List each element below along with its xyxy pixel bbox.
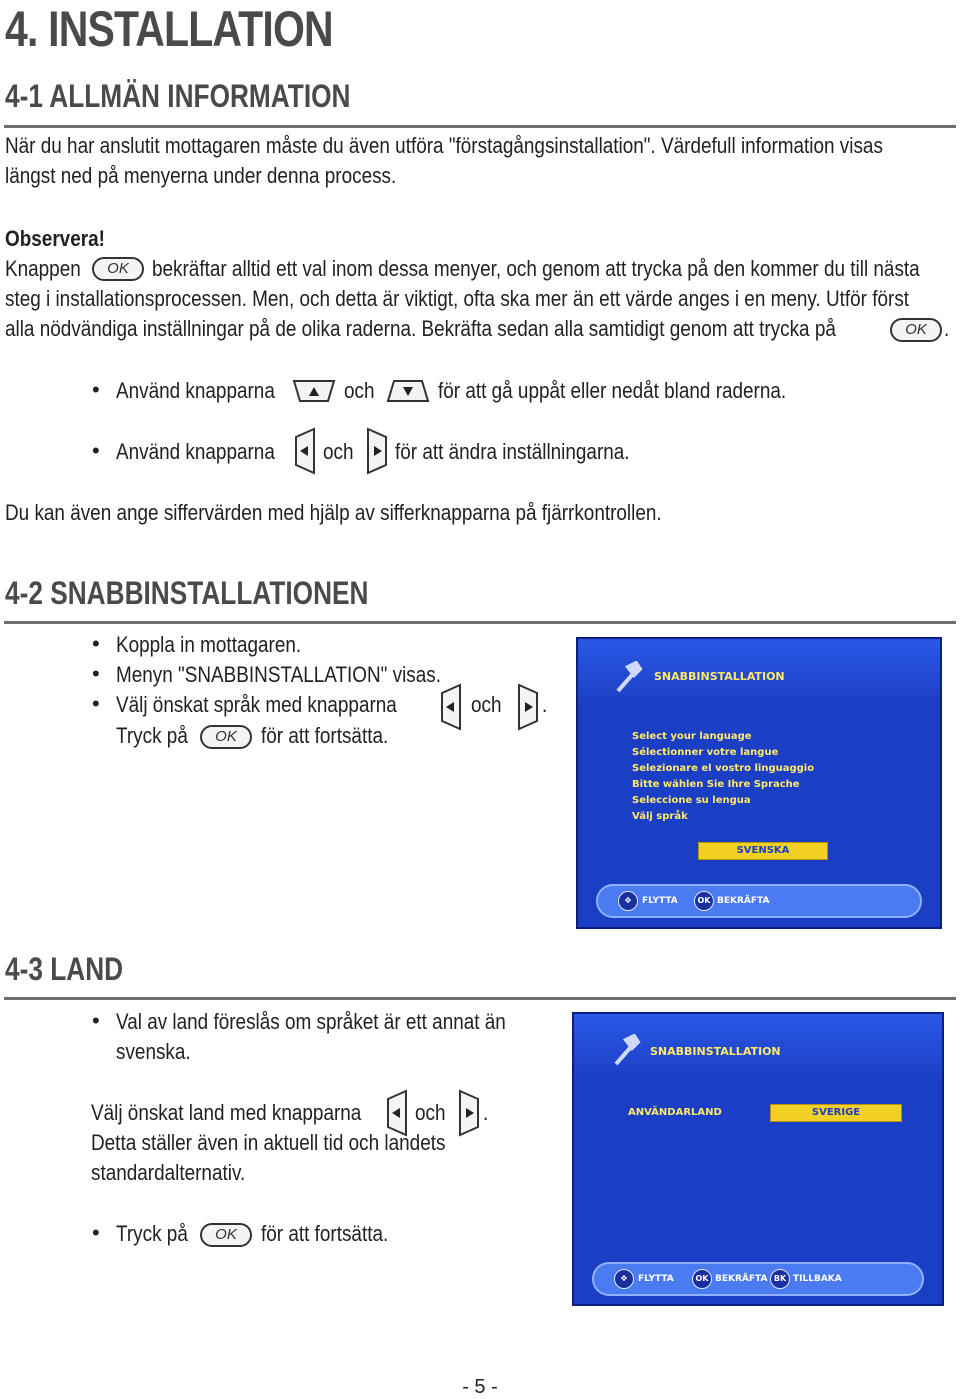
down-arrow-button-icon	[386, 378, 430, 404]
paragraph-line: steg i installationsprocessen. Men, och detta är viktigt, ofta ska mer än ett värde anges i en meny. Utför först	[5, 286, 910, 311]
right-arrow-button-icon	[456, 1089, 482, 1137]
bullet-mark: •	[92, 438, 100, 463]
bullet-text: för att fortsätta.	[261, 723, 389, 748]
bullet-text: Koppla in mottagaren.	[116, 632, 302, 657]
period: .	[483, 1100, 489, 1125]
bullet-mark: •	[92, 1220, 100, 1245]
back-key-icon: BK	[770, 1269, 790, 1289]
ok-key-icon: OK	[694, 891, 714, 911]
bullet-mark: •	[92, 691, 100, 716]
ok-button-icon: OK	[200, 1223, 252, 1247]
bullet-text: svenska.	[116, 1039, 191, 1064]
bullet-text: Välj önskat språk med knapparna	[116, 692, 397, 717]
ok-key-icon: OK	[692, 1269, 712, 1289]
bullet-text: och	[471, 692, 502, 717]
note-heading: Observera!	[5, 226, 105, 251]
tv-line: Välj språk	[632, 811, 688, 822]
tv-title: SNABBINSTALLATION	[654, 670, 785, 683]
paragraph-line: Välj önskat land med knapparna	[91, 1100, 362, 1125]
bullet-text: Tryck på	[116, 1221, 188, 1246]
period: .	[542, 692, 548, 717]
bullet-mark: •	[92, 1008, 100, 1033]
left-arrow-button-icon	[292, 427, 318, 475]
ok-button-icon: OK	[890, 318, 942, 342]
tv-line: Selezionare el vostro linguaggio	[632, 763, 815, 774]
left-arrow-button-icon	[438, 683, 464, 731]
tv-selected-value: SVENSKA	[698, 842, 828, 860]
bullet-text: Tryck på	[116, 723, 188, 748]
bullet-text: och	[344, 378, 375, 403]
paragraph-line: standardalternativ.	[91, 1160, 246, 1185]
bullet-text: för att fortsätta.	[261, 1221, 389, 1246]
section-rule	[4, 997, 956, 1000]
tv-screenshot-language	[576, 637, 942, 929]
move-key-icon: ✥	[614, 1269, 634, 1289]
bullet-text: Använd knapparna	[116, 378, 275, 403]
tv-footer-label: TILLBAKA	[793, 1274, 842, 1284]
paragraph-line: Detta ställer även in aktuell tid och landets	[91, 1130, 446, 1155]
paragraph-line: längst ned på menyerna under denna process.	[5, 163, 397, 188]
wrench-icon	[612, 1034, 642, 1068]
tv-field-label: ANVÄNDARLAND	[628, 1107, 722, 1118]
note-word: Knappen	[5, 256, 81, 281]
bullet-mark: •	[92, 377, 100, 402]
right-arrow-button-icon	[364, 427, 390, 475]
page-number: - 5 -	[462, 1376, 498, 1398]
tv-footer-label: FLYTTA	[638, 1274, 674, 1284]
tv-line: Bitte wählen Sie Ihre Sprache	[632, 779, 800, 790]
period: .	[944, 316, 950, 341]
ok-button-icon: OK	[92, 257, 144, 281]
paragraph-line: Du kan även ange siffervärden med hjälp av sifferknapparna på fjärrkontrollen.	[5, 500, 662, 525]
section-heading-4-2: 4-2 SNABBINSTALLATIONEN	[5, 575, 369, 611]
section-rule	[4, 621, 956, 624]
right-arrow-button-icon	[515, 683, 541, 731]
move-key-icon: ✥	[618, 891, 638, 911]
paragraph-line: När du har anslutit mottagaren måste du även utföra "förstagångsinstallation". Värdefull information visas	[5, 133, 883, 158]
bullet-text: Använd knapparna	[116, 439, 275, 464]
tv-title: SNABBINSTALLATION	[650, 1045, 781, 1058]
section-heading-4-1: 4-1 ALLMÄN INFORMATION	[5, 78, 351, 114]
tv-line: Select your language	[632, 731, 752, 742]
tv-footer-label: BEKRÄFTA	[715, 1274, 768, 1284]
tv-line: Seleccione su lengua	[632, 795, 751, 806]
ok-button-icon: OK	[200, 725, 252, 749]
tv-line: Sélectionner votre langue	[632, 747, 779, 758]
tv-selected-value: SVERIGE	[770, 1104, 902, 1122]
section-rule	[4, 125, 956, 128]
bullet-text: och	[323, 439, 354, 464]
tv-footer-label: FLYTTA	[642, 896, 678, 906]
page-title: 4. INSTALLATION	[5, 1, 333, 57]
bullet-text: för att gå uppåt eller nedåt bland raderna.	[438, 378, 787, 403]
bullet-mark: •	[92, 631, 100, 656]
bullet-mark: •	[92, 661, 100, 686]
bullet-text: Menyn "SNABBINSTALLATION" visas.	[116, 662, 442, 687]
paragraph-line: och	[415, 1100, 446, 1125]
paragraph-line: bekräftar alltid ett val inom dessa menyer, och genom att trycka på den kommer du till nästa	[152, 256, 920, 281]
tv-screenshot-country	[572, 1012, 944, 1306]
bullet-text: för att ändra inställningarna.	[395, 439, 630, 464]
bullet-text: Val av land föreslås om språket är ett annat än	[116, 1009, 506, 1034]
paragraph-line: alla nödvändiga inställningar på de olika raderna. Bekräfta sedan alla samtidigt genom att trycka på	[5, 316, 836, 341]
up-arrow-button-icon	[292, 378, 336, 404]
tv-footer-label: BEKRÄFTA	[717, 896, 770, 906]
section-heading-4-3: 4-3 LAND	[5, 951, 124, 987]
wrench-icon	[614, 661, 644, 695]
